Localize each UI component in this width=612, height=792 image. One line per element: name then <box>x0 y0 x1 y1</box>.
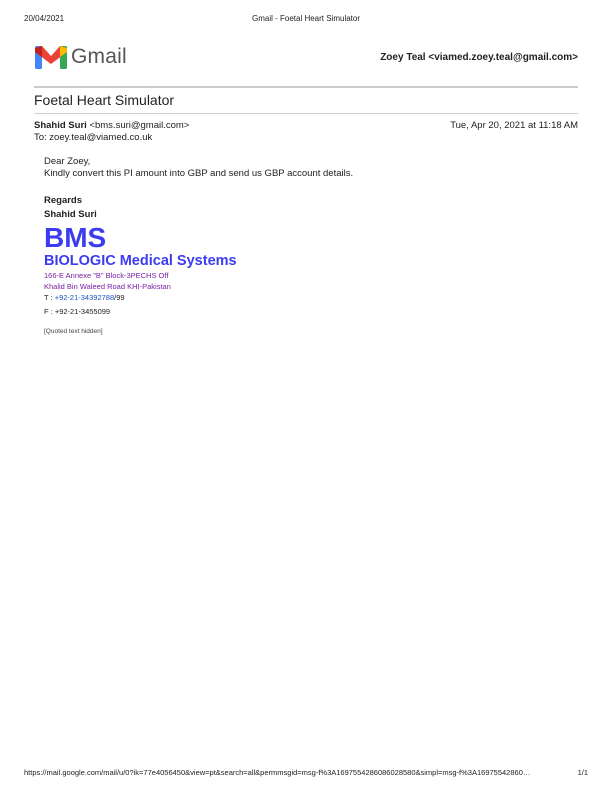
closing <box>44 194 97 222</box>
address-line-1: 166-E Annexe "B" Block-3PECHS Off <box>44 271 169 280</box>
signature-name: Shahid Suri <box>44 209 97 220</box>
fax-line: F : +92-21-3455099 <box>44 307 111 316</box>
regards-text: Regards <box>44 195 83 206</box>
recipient-line: To: zoey.teal@viamed.co.uk <box>34 132 153 143</box>
print-title: Gmail - Foetal Heart Simulator <box>251 14 361 23</box>
sender-line <box>34 120 189 131</box>
greeting: Dear Zoey, <box>44 156 91 167</box>
phone-label: T : <box>44 293 55 302</box>
phone-line <box>44 293 125 302</box>
address-line-2: Khalid Bin Waleed Road KHI-Pakistan <box>44 282 171 291</box>
subject-divider <box>34 113 578 114</box>
footer-url: https://mail.google.com/mail/u/0?ik=77e4056450&view=pt&search=all&permmsgid=msg-f%3A1697554286086028580&simpl=msg-f%3A16975542860… <box>24 768 531 777</box>
phone-link[interactable]: +92-21-34392788 <box>54 293 115 302</box>
sent-date: Tue, Apr 20, 2021 at 11:18 AM <box>450 120 578 131</box>
email-subject: Foetal Heart Simulator <box>34 92 175 108</box>
bms-logo-text: BMS <box>44 222 107 253</box>
company-name: BIOLOGIC Medical Systems <box>44 253 237 269</box>
phone-extension: /99 <box>114 293 125 302</box>
quoted-text-toggle[interactable]: [Quoted text hidden] <box>44 328 103 335</box>
page-number: 1/1 <box>577 768 588 777</box>
company-address <box>44 270 171 292</box>
body-text: Kindly convert this PI amount into GBP and send us GBP account details. <box>44 168 354 179</box>
sender-email: <bms.suri@gmail.com> <box>89 120 190 131</box>
sender-name: Shahid Suri <box>34 120 87 131</box>
message-body <box>44 156 353 180</box>
account-label: Zoey Teal <viamed.zoey.teal@gmail.com> <box>380 52 578 63</box>
gmail-m-icon <box>34 44 68 70</box>
gmail-wordmark: Gmail <box>71 45 127 68</box>
print-date: 20/04/2021 <box>24 14 65 23</box>
header-divider <box>34 86 578 88</box>
